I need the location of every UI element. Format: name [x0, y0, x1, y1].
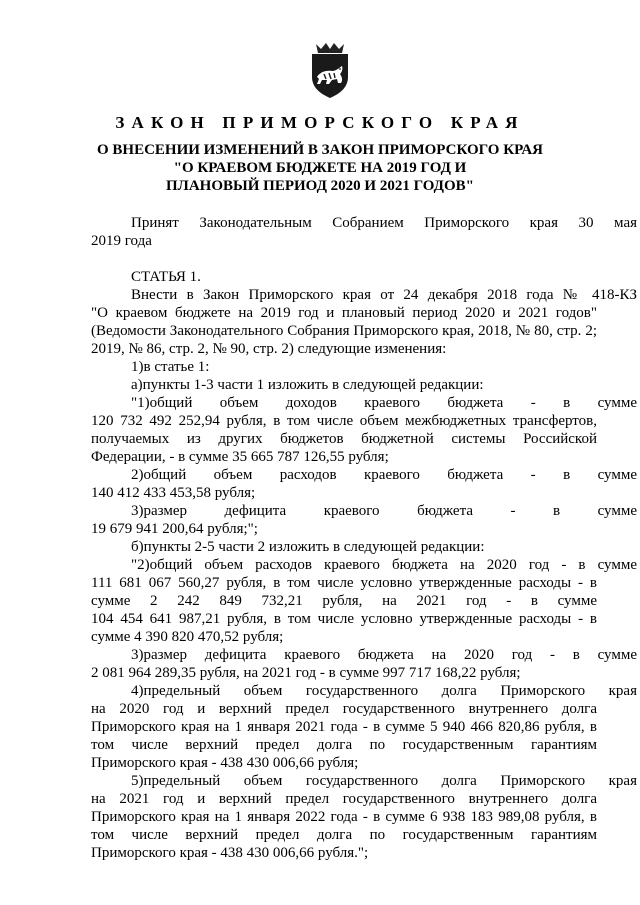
paragraph-line: сумме 4 390 820 470,52 рубля;	[91, 629, 284, 645]
subtitle-line: ПЛАНОВЫЙ ПЕРИОД 2020 И 2021 ГОДОВ"	[166, 178, 474, 194]
paragraph-line: Федерации, - в сумме 35 665 787 126,55 рубля;	[91, 449, 389, 465]
paragraph-line: "2)общий объем расходов краевого бюджета на 2020 год - в сумме	[131, 557, 637, 573]
paragraph-line: том числе верхний предел долга по государственным гарантиям	[91, 737, 597, 753]
paragraph-line: том числе верхний предел долга по государственным гарантиям	[91, 827, 597, 843]
paragraph-line: "О краевом бюджете на 2019 год и плановый период 2020 и 2021 годов"	[91, 305, 597, 321]
paragraph-line: а)пункты 1-3 части 1 изложить в следующей редакции:	[131, 377, 484, 393]
paragraph-line: 2)общий объем расходов краевого бюджета - в сумме	[131, 467, 637, 483]
paragraph-line: 120 732 492 252,94 рубля, в том числе объем межбюджетных трансфертов,	[91, 413, 597, 429]
paragraph-line: Приморского края на 1 января 2022 года - в сумме 6 938 183 989,08 рубля, в	[91, 809, 597, 825]
subtitle-line: О ВНЕСЕНИИ ИЗМЕНЕНИЙ В ЗАКОН ПРИМОРСКОГО КРАЯ	[97, 142, 543, 158]
paragraph-line: Приморского края на 1 января 2021 года - в сумме 5 940 466 820,86 рубля, в	[91, 719, 597, 735]
paragraph-line: 5)предельный объем государственного долга Приморского края	[131, 773, 637, 789]
paragraph-line: 1)в статье 1:	[131, 359, 210, 375]
paragraph-line: 2019, № 86, стр. 2, № 90, стр. 2) следующие изменения:	[91, 341, 447, 357]
paragraph-line: СТАТЬЯ 1.	[131, 269, 201, 285]
paragraph-line: на 2020 год и верхний предел государственного внутреннего долга	[91, 701, 597, 717]
coat-of-arms-icon	[302, 41, 358, 99]
paragraph-line: Внести в Закон Приморского края от 24 декабря 2018 года № 418-КЗ	[131, 287, 637, 303]
paragraph-line: получаемых из других бюджетов бюджетной системы Российской	[91, 431, 597, 447]
paragraph-line: 140 412 433 453,58 рубля;	[91, 485, 256, 501]
law-subtitle	[60, 141, 580, 195]
paragraph-line: 4)предельный объем государственного долга Приморского края	[131, 683, 637, 699]
paragraph-line: Приморского края - 438 430 006,66 рубля;	[91, 755, 359, 771]
paragraph-line: 3)размер дефицита краевого бюджета на 2020 год - в сумме	[131, 647, 637, 663]
paragraph-line: 19 679 941 200,64 рубля;";	[91, 521, 258, 537]
paragraph-line: "1)общий объем доходов краевого бюджета - в сумме	[131, 395, 637, 411]
paragraph-line: на 2021 год и верхний предел государственного внутреннего долга	[91, 791, 597, 807]
paragraph-line: 2019 года	[91, 233, 152, 249]
paragraph-line: б)пункты 2-5 части 2 изложить в следующей редакции:	[131, 539, 485, 555]
paragraph-line: Принят Законодательным Собранием Приморского края 30 мая	[131, 215, 637, 231]
paragraph-line: сумме 2 242 849 732,21 рубля, на 2021 год - в сумме	[91, 593, 597, 609]
paragraph-line: 3)размер дефицита краевого бюджета - в сумме	[131, 503, 637, 519]
paragraph-line: 111 681 067 560,27 рубля, в том числе условно утвержденные расходы - в	[91, 575, 597, 591]
law-title: ЗАКОН ПРИМОРСКОГО КРАЯ	[115, 113, 525, 132]
paragraph-line: Приморского края - 438 430 006,66 рубля.";	[91, 845, 369, 861]
subtitle-line: "О КРАЕВОМ БЮДЖЕТЕ НА 2019 ГОД И	[173, 160, 467, 176]
paragraph-line: (Ведомости Законодательного Собрания Приморского края, 2018, № 80, стр. 2;	[91, 323, 597, 339]
paragraph-line: 2 081 964 289,35 рубля, на 2021 год - в сумме 997 717 168,22 рубля;	[91, 665, 521, 681]
paragraph-line: 104 454 641 987,21 рубля, в том числе условно утвержденные расходы - в	[91, 611, 597, 627]
